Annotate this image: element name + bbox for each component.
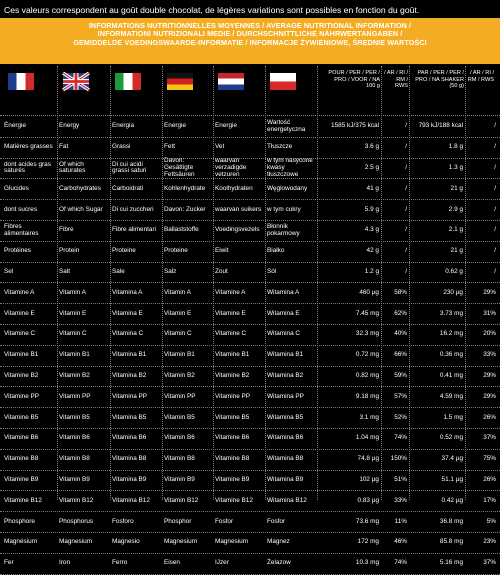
value-per-100g: 9.18 mg <box>355 392 379 400</box>
value-per-shaker: 36.8 mg <box>439 517 463 525</box>
value-per-100g: 172 mg <box>357 538 379 546</box>
ri-per-shaker: 26% <box>483 413 496 421</box>
french-flag-icon <box>8 73 34 90</box>
label-nl: Vitamine B2 <box>215 372 250 380</box>
ri-per-100g: 74% <box>394 434 407 442</box>
label-de: Proteine <box>164 247 188 255</box>
ri-per-100g: / <box>405 247 407 255</box>
label-en: Fibre <box>59 226 74 234</box>
label-fr: Glucides <box>4 184 29 192</box>
value-per-shaker: 230 µg <box>443 288 463 296</box>
label-it: Magnesio <box>112 538 140 546</box>
german-flag-icon <box>167 73 193 90</box>
label-nl: Vitamine PP <box>215 392 251 400</box>
label-pl: Fosfor <box>267 517 286 525</box>
value-per-100g: 0.83 µg <box>357 496 379 504</box>
label-en: Vitamin B8 <box>59 455 90 463</box>
table-row <box>0 554 500 575</box>
label-fr: Énergie <box>4 122 27 130</box>
value-per-100g: 42 g <box>366 247 379 255</box>
ri-per-shaker: / <box>494 143 496 151</box>
ri-per-shaker: 37% <box>483 434 496 442</box>
nutrition-title-banner <box>0 18 500 64</box>
label-it: Vitamina A <box>112 288 143 296</box>
label-fr: Vitamine B12 <box>4 496 42 504</box>
label-nl: Vitamine E <box>215 309 246 317</box>
label-pl: Witamina B5 <box>267 413 304 421</box>
label-fr: Sel <box>4 268 14 276</box>
value-per-shaker: 5.16 mg <box>439 559 463 567</box>
label-nl: Eiwit <box>215 247 229 255</box>
ri-per-100g: 59% <box>394 372 407 380</box>
label-it: Ferro <box>112 559 128 567</box>
label-de: Davon: Gesättigte Fettsäuren <box>164 157 195 178</box>
label-nl: Vitamine B8 <box>215 455 250 463</box>
label-pl: Witamina B9 <box>267 476 304 484</box>
label-fr: Vitamine B8 <box>4 455 39 463</box>
table-row <box>0 346 500 367</box>
table-row <box>0 221 500 242</box>
label-fr: Protéines <box>4 247 31 255</box>
ri-per-shaker: 37% <box>483 559 496 567</box>
value-per-shaker: 0.41 mg <box>439 372 463 380</box>
ri-header-1: / AR / RI / RM / RWS <box>384 70 408 90</box>
table-row <box>0 325 500 346</box>
ri-per-100g: 46% <box>394 538 407 546</box>
value-per-100g: 1.2 g <box>364 268 379 276</box>
label-de: Phosphor <box>164 517 192 525</box>
ri-per-shaker: 33% <box>483 351 496 359</box>
label-pl: Węglowodany <box>267 184 308 192</box>
label-fr: dont acides gras saturés <box>4 160 51 175</box>
table-row <box>0 283 500 304</box>
value-per-100g: 0.82 mg <box>355 372 379 380</box>
value-per-100g: 0.72 mg <box>355 351 379 359</box>
label-en: Vitamin B9 <box>59 476 90 484</box>
label-nl: Vitamine B1 <box>215 351 250 359</box>
label-de: Vitamin B1 <box>164 351 195 359</box>
ri-per-shaker: 5% <box>486 517 496 525</box>
label-de: Kohlenhydrate <box>164 184 206 192</box>
label-pl: Tłuszcze <box>267 143 293 151</box>
label-it: Vitamina PP <box>112 392 148 400</box>
label-en: Vitamin C <box>59 330 87 338</box>
label-en: Fat <box>59 143 69 151</box>
value-per-shaker: 85.8 mg <box>439 538 463 546</box>
label-it: Vitamina B9 <box>112 476 147 484</box>
ri-per-100g: 58% <box>394 288 407 296</box>
label-it: Fosforo <box>112 517 134 525</box>
value-per-shaker: 37.4 µg <box>441 455 463 463</box>
value-per-100g: 32.3 mg <box>355 330 379 338</box>
label-pl: Witamina E <box>267 309 300 317</box>
value-per-100g: 4.3 g <box>364 226 379 234</box>
ri-per-100g: / <box>405 164 407 172</box>
label-pl: Wartość energetyczna <box>267 118 306 133</box>
ri-per-100g: 66% <box>394 351 407 359</box>
per-shaker-header: PAR / PER / PER / PRO / NA SHAKER (50 g) <box>415 70 464 90</box>
label-it: Vitamina E <box>112 309 143 317</box>
ri-per-shaker: 20% <box>483 330 496 338</box>
label-de: Vitamin PP <box>164 392 196 400</box>
label-pl: Witamina C <box>267 330 301 338</box>
value-per-shaker: 0.36 mg <box>439 351 463 359</box>
value-per-shaker: 4.59 mg <box>439 392 463 400</box>
label-en: Carbohydrates <box>59 184 101 192</box>
value-per-shaker: 1.3 g <box>448 164 463 172</box>
label-nl: Vitamine B9 <box>215 476 250 484</box>
label-it: Vitamina B5 <box>112 413 147 421</box>
label-nl: Vet <box>215 143 225 151</box>
label-it: Fibre alimentari <box>112 226 157 234</box>
label-nl: Magnesium <box>215 538 249 546</box>
ri-per-100g: 11% <box>394 517 407 525</box>
label-pl: Witamina B2 <box>267 372 304 380</box>
value-per-100g: 3.1 mg <box>359 413 379 421</box>
label-de: Vitamin B6 <box>164 434 195 442</box>
label-fr: Vitamine B9 <box>4 476 39 484</box>
ri-per-100g: 51% <box>394 476 407 484</box>
label-fr: Vitamine A <box>4 288 35 296</box>
disclaimer-text: Ces valeurs correspondent au goût double chocolat, de légères variations sont possibles en fonction du goût. <box>4 5 420 15</box>
ri-per-100g: / <box>405 184 407 192</box>
label-fr: Vitamine C <box>4 330 36 338</box>
label-fr: Vitamine PP <box>4 392 40 400</box>
label-fr: Vitamine E <box>4 309 35 317</box>
label-nl: Vitamine A <box>215 288 246 296</box>
ri-per-100g: / <box>405 122 407 130</box>
value-per-100g: 102 µg <box>359 476 379 484</box>
label-pl: Witamina B8 <box>267 455 304 463</box>
table-header <box>0 66 500 116</box>
ri-per-100g: 40% <box>394 330 407 338</box>
table-row <box>0 512 500 533</box>
label-nl: waarvan suikers <box>215 205 262 213</box>
ri-per-shaker: / <box>494 226 496 234</box>
ri-per-shaker: / <box>494 164 496 172</box>
label-pl: Witamina B1 <box>267 351 304 359</box>
label-it: Vitamina B8 <box>112 455 147 463</box>
label-pl: Witamina B12 <box>267 496 307 504</box>
ri-per-100g: / <box>405 205 407 213</box>
table-row <box>0 367 500 388</box>
label-nl: Koolhydraten <box>215 184 253 192</box>
label-en: Of which Sugar <box>59 205 103 213</box>
value-per-100g: 2.5 g <box>364 164 379 172</box>
label-de: Magnesium <box>164 538 198 546</box>
label-fr: Vitamine B2 <box>4 372 39 380</box>
value-per-shaker: 1.8 g <box>448 143 463 151</box>
table-row <box>0 408 500 429</box>
table-row <box>0 450 500 471</box>
ri-per-100g: / <box>405 226 407 234</box>
label-de: Vitamin B2 <box>164 372 195 380</box>
label-nl: IJzer <box>215 559 229 567</box>
label-fr: Fer <box>4 559 14 567</box>
dutch-flag-icon <box>218 73 244 90</box>
value-per-100g: 3.6 g <box>364 143 379 151</box>
label-en: Energy <box>59 122 80 130</box>
label-de: Vitamin B5 <box>164 413 195 421</box>
label-it: Sale <box>112 268 125 276</box>
table-row <box>0 117 500 138</box>
value-per-shaker: 51.1 µg <box>441 476 463 484</box>
polish-flag-icon <box>270 73 296 90</box>
value-per-100g: 74.8 µg <box>357 455 379 463</box>
ri-per-100g: 33% <box>394 496 407 504</box>
label-de: Vitamin B9 <box>164 476 195 484</box>
label-pl: Magnez <box>267 538 290 546</box>
value-per-100g: 7.45 mg <box>355 309 379 317</box>
label-it: Energia <box>112 122 135 130</box>
label-fr: Phosphore <box>4 517 35 525</box>
table-row <box>0 429 500 450</box>
label-it: Vitamina B6 <box>112 434 147 442</box>
label-it: Vitamina B12 <box>112 496 150 504</box>
label-de: Energie <box>164 122 187 130</box>
label-nl: Vitamine B12 <box>215 496 253 504</box>
label-nl: Vitamine B5 <box>215 413 250 421</box>
ri-per-shaker: 17% <box>483 496 496 504</box>
label-de: Vitamin E <box>164 309 192 317</box>
label-it: Vitamina B2 <box>112 372 147 380</box>
label-de: Fett <box>164 143 176 151</box>
label-en: Phosphorus <box>59 517 94 525</box>
value-per-shaker: 1.5 mg <box>443 413 463 421</box>
ri-per-100g: 150% <box>390 455 407 463</box>
label-en: Vitamin B6 <box>59 434 90 442</box>
label-it: Vitamina B1 <box>112 351 147 359</box>
table-row <box>0 138 500 159</box>
ri-per-shaker: 75% <box>483 455 496 463</box>
label-fr: Fibres alimentaires <box>4 222 39 237</box>
value-per-shaker: 3.73 mg <box>439 309 463 317</box>
label-it: Proteine <box>112 247 136 255</box>
ri-per-100g: 57% <box>394 392 407 400</box>
italian-flag-icon <box>115 73 141 90</box>
banner-line: INFORMATIONS NUTRITIONNELLES MOYENNES / AVERAGE NUTRITIONAL INFORMATION / <box>88 21 412 30</box>
table-row <box>0 304 500 325</box>
label-fr: Vitamine B6 <box>4 434 39 442</box>
table-row <box>0 159 500 180</box>
table-row <box>0 471 500 492</box>
label-fr: dont sucres <box>4 205 38 213</box>
ri-per-100g: / <box>405 268 407 276</box>
value-per-shaker: 2.1 g <box>448 226 463 234</box>
label-en: Vitamin B5 <box>59 413 90 421</box>
label-de: Davon: Zucker <box>164 205 206 213</box>
label-nl: Fosfor <box>215 517 234 525</box>
uk-flag-icon <box>63 73 89 90</box>
label-en: Protein <box>59 247 80 255</box>
label-en: Magnesium <box>59 538 93 546</box>
label-en: Vitamin E <box>59 309 87 317</box>
ri-per-shaker: 29% <box>483 288 496 296</box>
table-row <box>0 387 500 408</box>
ri-per-shaker: / <box>494 122 496 130</box>
label-pl: Witamina A <box>267 288 300 296</box>
label-nl: Vitamine B6 <box>215 434 250 442</box>
label-en: Vitamin B1 <box>59 351 90 359</box>
ri-header-2: / AR / RI / RM / RWS <box>467 70 494 83</box>
ri-per-100g: / <box>405 143 407 151</box>
value-per-100g: 73.6 mg <box>355 517 379 525</box>
ri-per-shaker: / <box>494 247 496 255</box>
value-per-shaker: 0.52 mg <box>439 434 463 442</box>
label-it: Di cui zuccheri <box>112 205 154 213</box>
label-de: Vitamin B8 <box>164 455 195 463</box>
label-pl: w tym nasycone kwasy tłuszczowe <box>267 157 313 178</box>
table-row <box>0 179 500 200</box>
banner-line: INFORMATIONI NUTRIZIONALI MEDIE / DURCHSCHNITTLICHE NÄHRWERTANGABEN / <box>97 29 403 39</box>
label-pl: Białko <box>267 247 285 255</box>
label-pl: Witamina PP <box>267 392 304 400</box>
value-per-shaker: 21 g <box>450 184 463 192</box>
table-row <box>0 200 500 221</box>
value-per-100g: 1585 kJ/375 kcal <box>331 122 379 130</box>
ri-per-shaker: 29% <box>483 372 496 380</box>
banner-line: GEMIDDELDE VOEDINGSWAARDE-INFORMATIE / INFORMACJE ŻYWIENIOWE, ŚREDNIE WARTOŚCI <box>73 37 427 47</box>
label-it: Di cui acidi grassi saturi <box>112 160 147 175</box>
value-per-shaker: 793 kJ/188 kcal <box>418 122 463 130</box>
label-pl: w tym cukry <box>267 205 301 213</box>
label-fr: Matières grasses <box>4 143 53 151</box>
table-row <box>0 533 500 554</box>
label-en: Vitamin PP <box>59 392 91 400</box>
label-de: Salz <box>164 268 177 276</box>
label-pl: Żelazow <box>267 559 291 567</box>
ri-per-shaker: 26% <box>483 476 496 484</box>
value-per-100g: 41 g <box>366 184 379 192</box>
value-per-100g: 10.3 mg <box>355 559 379 567</box>
label-nl: Energie <box>215 122 238 130</box>
table-row <box>0 242 500 263</box>
label-nl: waarvan verzadigde vetzuren <box>215 157 247 178</box>
label-pl: Błonnik pokarmowy <box>267 222 300 237</box>
value-per-shaker: 21 g <box>450 247 463 255</box>
value-per-shaker: 16.2 mg <box>439 330 463 338</box>
label-en: Of which saturates <box>59 160 86 175</box>
label-en: Salt <box>59 268 71 276</box>
table-row <box>0 491 500 512</box>
per-100g-header: POUR / PER / PER / PRO / VOOR / NA 100 g <box>328 70 380 90</box>
ri-per-100g: 74% <box>394 559 407 567</box>
label-it: Grassi <box>112 143 131 151</box>
label-it: Carboidrati <box>112 184 144 192</box>
label-de: Vitamin C <box>164 330 192 338</box>
label-de: Vitamin A <box>164 288 191 296</box>
ri-per-shaker: / <box>494 205 496 213</box>
ri-per-shaker: 31% <box>483 309 496 317</box>
value-per-shaker: 0.42 µg <box>441 496 463 504</box>
value-per-shaker: 0.62 g <box>445 268 463 276</box>
label-nl: Vitamine C <box>215 330 247 338</box>
value-per-100g: 1.04 mg <box>355 434 379 442</box>
label-fr: Vitamine B5 <box>4 413 39 421</box>
label-pl: Sól <box>267 268 277 276</box>
label-en: Vitamin A <box>59 288 86 296</box>
ri-per-shaker: 29% <box>483 392 496 400</box>
ri-per-shaker: / <box>494 268 496 276</box>
label-en: Vitamin B12 <box>59 496 94 504</box>
value-per-shaker: 2.9 g <box>448 205 463 213</box>
label-nl: Zout <box>215 268 228 276</box>
label-pl: Witamina B6 <box>267 434 304 442</box>
label-it: Vitamina C <box>112 330 144 338</box>
value-per-100g: 5.9 g <box>364 205 379 213</box>
label-en: Iron <box>59 559 71 567</box>
label-de: Ballaststoffe <box>164 226 199 234</box>
label-nl: Voedingsvezels <box>215 226 260 234</box>
label-en: Vitamin B2 <box>59 372 90 380</box>
value-per-100g: 460 µg <box>359 288 379 296</box>
ri-per-shaker: / <box>494 184 496 192</box>
label-de: Vitamin B12 <box>164 496 199 504</box>
label-fr: Vitamine B1 <box>4 351 39 359</box>
table-row <box>0 263 500 284</box>
ri-per-100g: 62% <box>394 309 407 317</box>
label-de: Eisen <box>164 559 180 567</box>
ri-per-100g: 52% <box>394 413 407 421</box>
label-fr: Magnésium <box>4 538 38 546</box>
ri-per-shaker: 23% <box>483 538 496 546</box>
